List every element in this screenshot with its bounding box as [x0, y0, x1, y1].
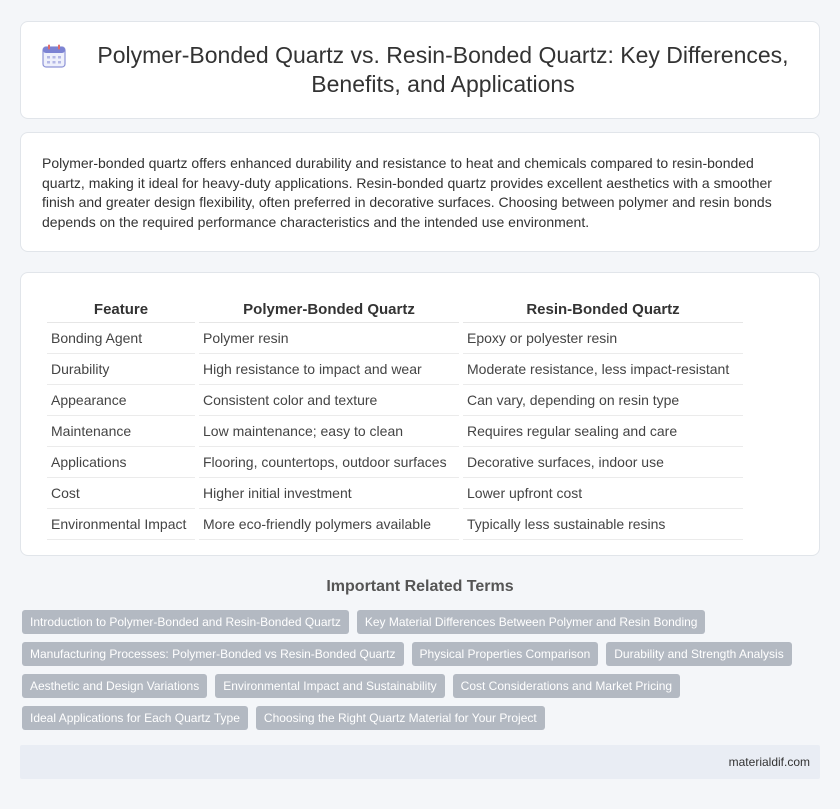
- table-cell: Moderate resistance, less impact-resistant: [463, 354, 743, 385]
- footer: [20, 745, 820, 779]
- tag-link[interactable]: Introduction to Polymer-Bonded and Resin-Bonded Quartz: [22, 610, 349, 634]
- table-cell: Appearance: [47, 385, 195, 416]
- tag-link[interactable]: Ideal Applications for Each Quartz Type: [22, 706, 248, 730]
- table-row: [47, 354, 743, 385]
- table-cell: Cost: [47, 478, 195, 509]
- table-cell: Requires regular sealing and care: [463, 416, 743, 447]
- page-title: Polymer-Bonded Quartz vs. Resin-Bonded Quartz: Key Differences, Benefits, and Applications: [97, 42, 789, 97]
- table-cell: Bonding Agent: [47, 323, 195, 354]
- table-header-row: [47, 295, 743, 323]
- table-cell: More eco-friendly polymers available: [199, 509, 459, 540]
- table-cell: High resistance to impact and wear: [199, 354, 459, 385]
- table-cell: Higher initial investment: [199, 478, 459, 509]
- table-cell: Typically less sustainable resins: [463, 509, 743, 540]
- table-row: [47, 416, 743, 447]
- column-header-resin: Resin-Bonded Quartz: [463, 295, 743, 323]
- intro-paragraph: Polymer-bonded quartz offers enhanced durability and resistance to heat and chemicals compared to resin-bonded quartz, making it ideal for heavy-duty applications. Resin-bonded quartz provides excellent aesthetics with a smoother finish and greater design flexibility, often preferred in decorative surfaces. Choosing between polymer and resin bonds depends on the required performance characteristics and the intended use environment.: [42, 155, 772, 230]
- tag-link[interactable]: Cost Considerations and Market Pricing: [453, 674, 680, 698]
- table-row: [47, 478, 743, 509]
- tag-link[interactable]: Durability and Strength Analysis: [606, 642, 791, 666]
- table-cell: Flooring, countertops, outdoor surfaces: [199, 447, 459, 478]
- table-cell: Decorative surfaces, indoor use: [463, 447, 743, 478]
- intro-card: [20, 132, 820, 252]
- tag-link[interactable]: Choosing the Right Quartz Material for Your Project: [256, 706, 545, 730]
- column-header-polymer: Polymer-Bonded Quartz: [199, 295, 459, 323]
- comparison-table-card: [20, 272, 820, 556]
- table-cell: Environmental Impact: [47, 509, 195, 540]
- table-cell: Applications: [47, 447, 195, 478]
- table-row: [47, 385, 743, 416]
- table-cell: Lower upfront cost: [463, 478, 743, 509]
- tag-link[interactable]: Physical Properties Comparison: [412, 642, 599, 666]
- table-cell: Can vary, depending on resin type: [463, 385, 743, 416]
- table-row: [47, 323, 743, 354]
- header-card: [20, 21, 820, 119]
- related-terms-tags: [22, 610, 802, 738]
- table-cell: Consistent color and texture: [199, 385, 459, 416]
- tag-link[interactable]: Key Material Differences Between Polymer and Resin Bonding: [357, 610, 706, 634]
- table-cell: Durability: [47, 354, 195, 385]
- table-cell: Epoxy or polyester resin: [463, 323, 743, 354]
- tag-link[interactable]: Environmental Impact and Sustainability: [215, 674, 444, 698]
- table-cell: Maintenance: [47, 416, 195, 447]
- footer-site-link[interactable]: materialdif.com: [728, 755, 810, 769]
- calendar-icon: [41, 43, 67, 69]
- table-row: [47, 447, 743, 478]
- related-terms-title: Important Related Terms: [326, 578, 514, 595]
- table-cell: Low maintenance; easy to clean: [199, 416, 459, 447]
- tag-link[interactable]: Manufacturing Processes: Polymer-Bonded vs Resin-Bonded Quartz: [22, 642, 404, 666]
- column-header-feature: Feature: [47, 295, 195, 323]
- table-row: [47, 509, 743, 540]
- comparison-table: [43, 295, 747, 540]
- tag-link[interactable]: Aesthetic and Design Variations: [22, 674, 207, 698]
- table-cell: Polymer resin: [199, 323, 459, 354]
